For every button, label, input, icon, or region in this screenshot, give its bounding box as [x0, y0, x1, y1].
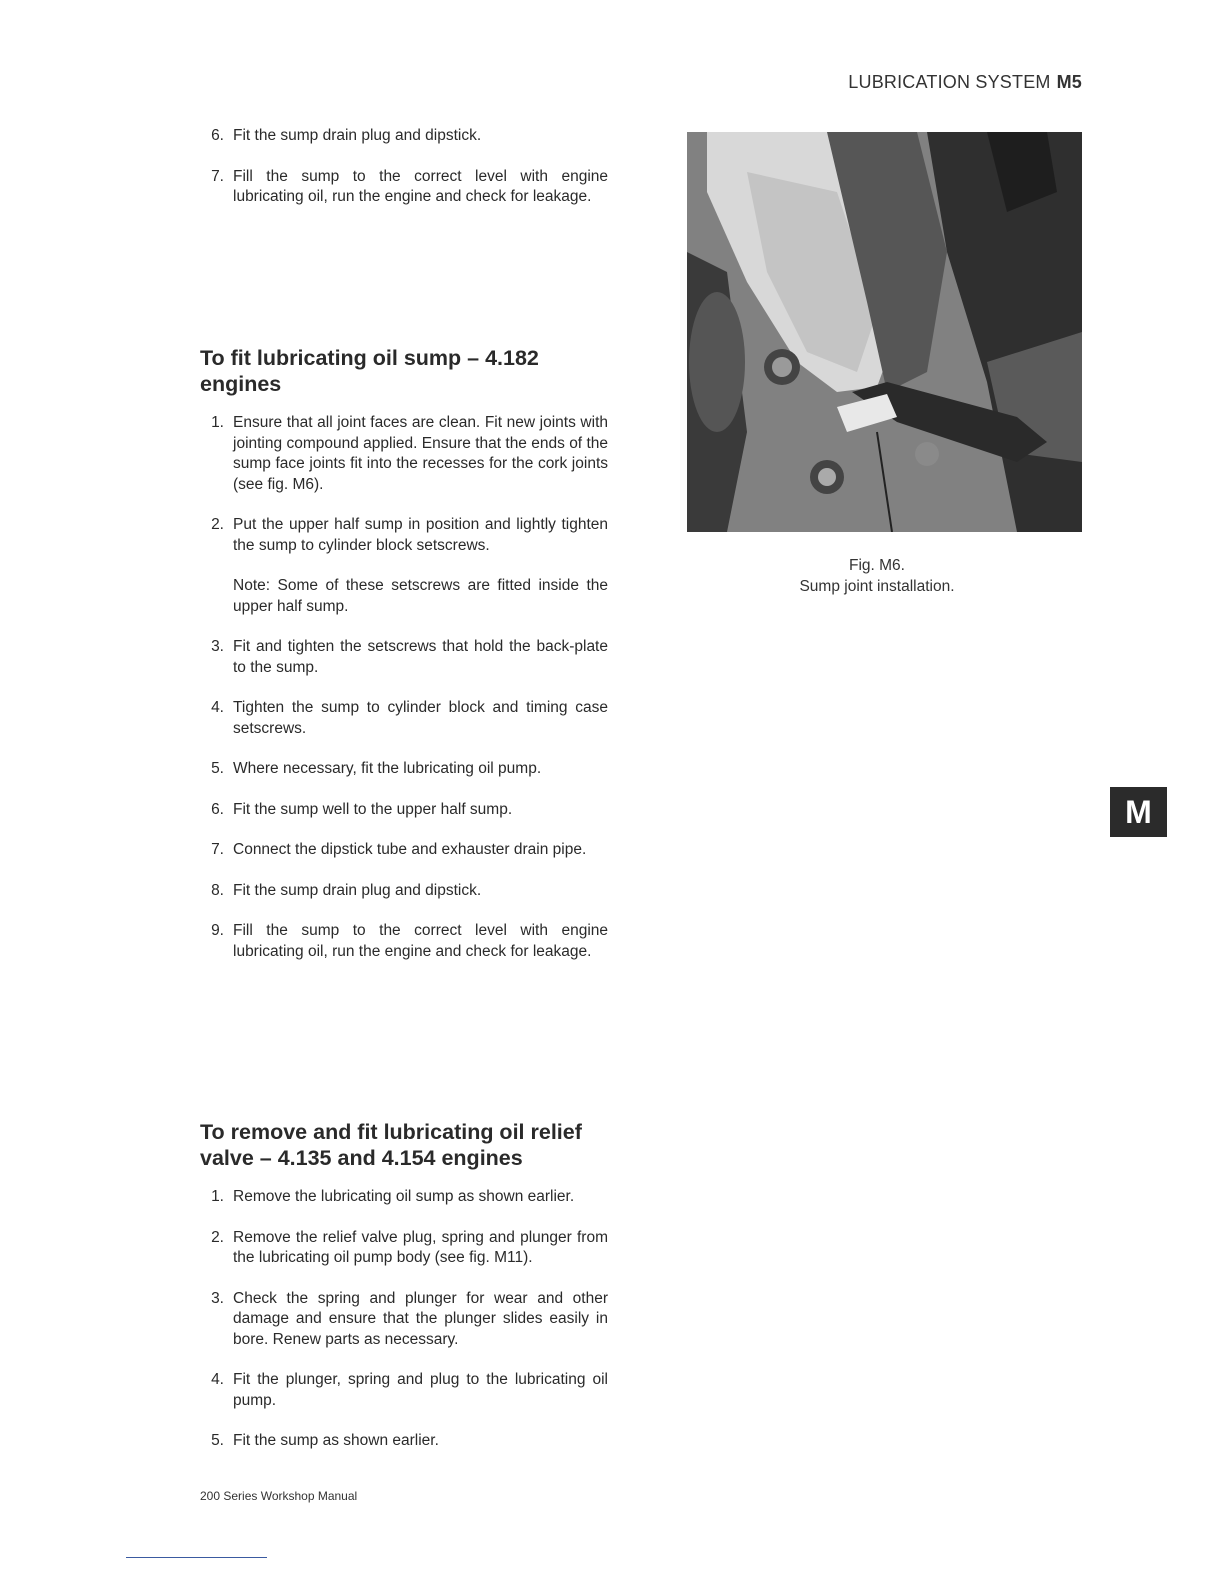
item-text: Connect the dipstick tube and exhauster drain pipe. [233, 841, 587, 858]
section-fit-drain-plug [200, 126, 608, 228]
item-number: 2. [211, 516, 224, 533]
item-number: 1. [211, 1188, 224, 1205]
list-item [200, 881, 608, 902]
section-thumb-tab: M [1110, 787, 1167, 837]
list-item [200, 1431, 608, 1452]
list-item [200, 800, 608, 821]
list-item [200, 840, 608, 861]
item-number: 5. [211, 760, 224, 777]
note-text: Note: Some of these setscrews are fitted inside the upper half sump. [233, 577, 608, 615]
item-number: 2. [211, 1228, 224, 1246]
header-page-code: M5 [1056, 72, 1082, 92]
item-text: Fit and tighten the setscrews that hold the back-plate to the sump. [233, 638, 608, 676]
item-number: 3. [211, 638, 224, 655]
item-number: 7. [211, 167, 224, 185]
list-item [200, 1370, 608, 1411]
item-number: 1. [211, 414, 224, 431]
item-number: 4. [211, 1371, 224, 1388]
heading-bold: To fit lubricating oil sump [200, 346, 462, 370]
list-item [200, 515, 608, 556]
item-text: Ensure that all joint faces are clean. Fit new joints with jointing compound applied. Ensure that the ends of the sump face joints fit into the recesses for the cork joints (see fig. M6). [233, 414, 608, 493]
list-item [200, 1228, 608, 1269]
list-item [200, 413, 608, 495]
list-item [200, 1187, 608, 1208]
item-text: Tighten the sump to cylinder block and timing case setscrews. [233, 699, 608, 737]
item-text: Remove the lubricating oil sump as shown earlier. [233, 1188, 575, 1205]
item-text: Fill the sump to the correct level with engine lubricating oil, run the engine and check for leakage. [233, 922, 608, 960]
item-number: 6. [211, 127, 224, 144]
item-text: Fit the sump drain plug and dipstick. [233, 127, 482, 144]
heading-bold: To remove and fit lubricating oil relief valve [200, 1120, 582, 1170]
running-header [848, 72, 1082, 93]
item-number: 4. [211, 699, 224, 716]
item-text: Fill the sump to the correct level with engine lubricating oil, run the engine and check for leakage. [233, 167, 608, 205]
list-item [200, 637, 608, 678]
item-number: 9. [211, 922, 224, 939]
bottom-rule [126, 1557, 267, 1558]
list-item [200, 167, 608, 208]
item-text: Where necessary, fit the lubricating oil pump. [233, 760, 542, 777]
sump-joint-photo-illustration [687, 132, 1082, 532]
item-text: Check the spring and plunger for wear and other damage and ensure that the plunger slides easily in bore. Renew parts as necessary. [233, 1289, 608, 1348]
list-item [200, 1289, 608, 1351]
section-heading [200, 1119, 608, 1171]
list-item [200, 759, 608, 780]
figure-photo [687, 132, 1082, 532]
figure-caption [687, 555, 1067, 597]
list-item [200, 698, 608, 739]
heading-rest: – 4.135 and 4.154 engines [253, 1146, 523, 1170]
section-fit-sump [200, 345, 608, 982]
header-title: LUBRICATION SYSTEM [848, 72, 1051, 92]
item-number: 6. [211, 800, 224, 818]
item-text: Fit the sump well to the upper half sump. [233, 800, 513, 818]
item-text: Fit the sump as shown earlier. [233, 1432, 439, 1449]
figure-caption-text: Sump joint installation. [799, 578, 955, 595]
item-number: 3. [211, 1289, 224, 1307]
item-text: Fit the plunger, spring and plug to the lubricating oil pump. [233, 1371, 608, 1409]
figure-label: Fig. M6. [849, 557, 905, 574]
item-number: 5. [211, 1432, 224, 1449]
page-footer: 200 Series Workshop Manual [200, 1489, 358, 1503]
item-number: 7. [211, 841, 224, 858]
section-heading [200, 345, 608, 397]
list-item [200, 921, 608, 962]
item-text: Fit the sump drain plug and dipstick. [233, 881, 482, 899]
list-item [200, 126, 608, 147]
item-text: Remove the relief valve plug, spring and plunger from the lubricating oil pump body (see fig. M11). [233, 1228, 608, 1266]
item-text: Put the upper half sump in position and lightly tighten the sump to cylinder block setscrews. [233, 516, 608, 554]
section-relief-valve [200, 1119, 608, 1472]
item-number: 8. [211, 881, 224, 899]
heading-rest: – 4.182 engines [200, 346, 539, 396]
